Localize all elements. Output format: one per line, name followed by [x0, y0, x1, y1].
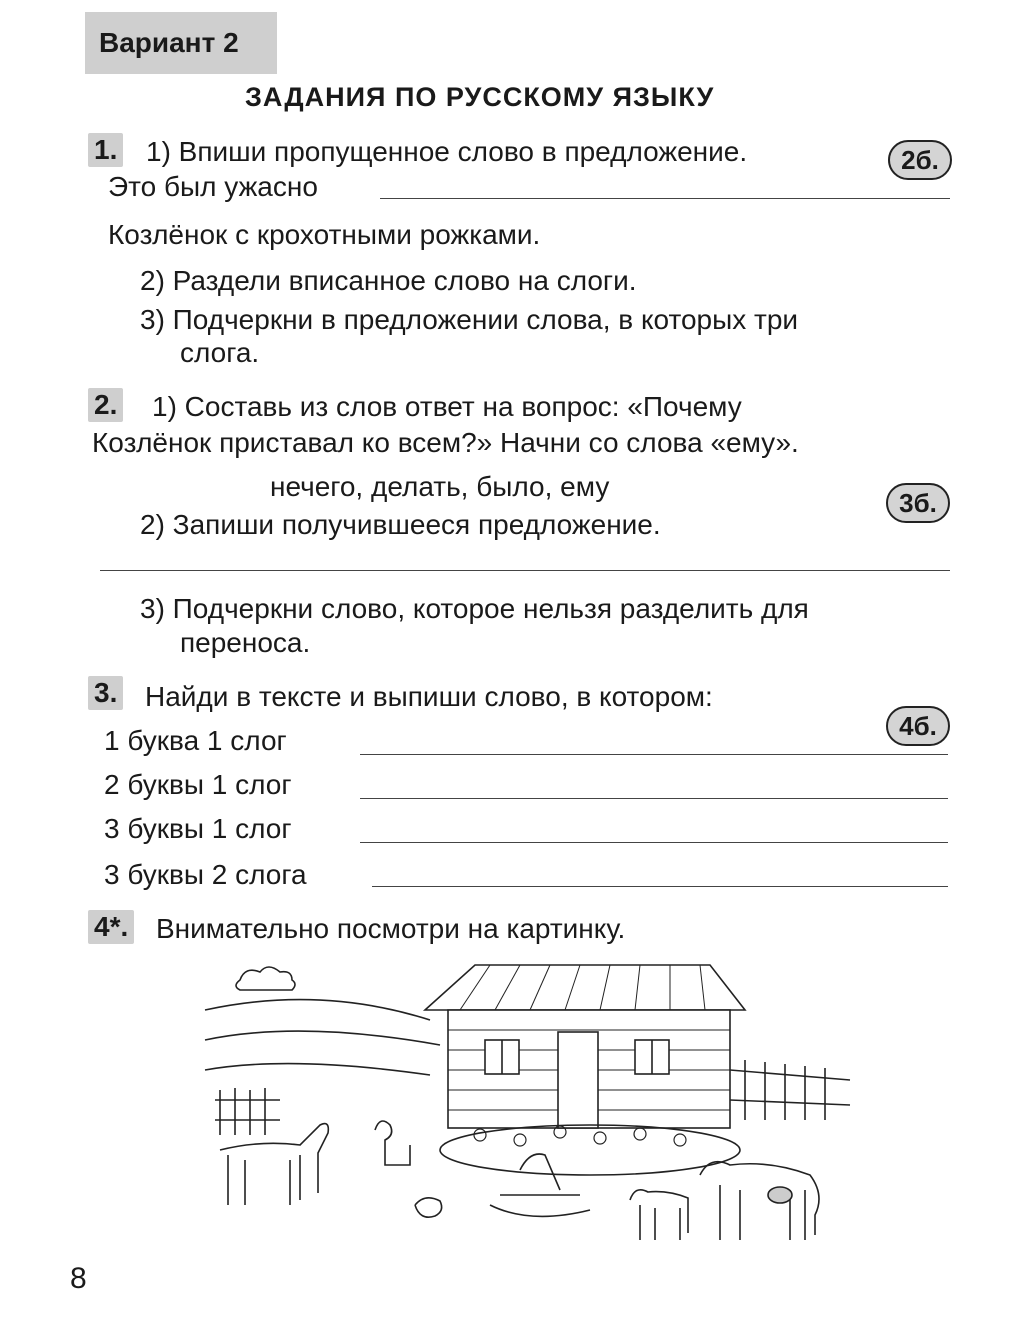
cow-icon: [700, 1162, 819, 1240]
cat-icon: [415, 1198, 442, 1217]
task2-number: 2.: [88, 388, 123, 422]
task3-item: 1 буква 1 слог: [104, 725, 287, 756]
answer-line[interactable]: [380, 198, 950, 199]
farm-scene-icon: [200, 950, 860, 1250]
fence-icon: [215, 1088, 280, 1135]
task1-line1: 1) Впиши пропущенное слово в предложение.: [146, 136, 748, 167]
task2-score-badge: 3б.: [886, 483, 950, 523]
task2-line1: 1) Составь из слов ответ на вопрос: «Почему: [152, 391, 742, 422]
task3-item: 3 буквы 2 слога: [104, 859, 307, 890]
answer-line[interactable]: [360, 798, 948, 799]
task1-score-badge: 2б.: [888, 140, 952, 180]
page-number: 8: [70, 1262, 87, 1295]
task1-line6: слога.: [180, 337, 260, 368]
task1-number: 1.: [88, 133, 123, 167]
task3-line1: Найди в тексте и выпиши слово, в котором:: [145, 681, 713, 712]
rocking-chair-icon: [490, 1154, 590, 1216]
answer-line[interactable]: [372, 886, 948, 887]
task3-item: 3 буквы 1 слог: [104, 813, 292, 844]
task2-line4: 3) Подчеркни слово, которое нельзя разделить для: [140, 593, 809, 624]
task1-line2: Это был ужасно: [108, 171, 318, 202]
dog-icon: [375, 1121, 410, 1165]
task2-words: нечего, делать, было, ему: [270, 471, 610, 502]
task4-number: 4*.: [88, 910, 134, 944]
task3-number: 3.: [88, 676, 123, 710]
task1-line5: 3) Подчеркни в предложении слова, в которых три: [140, 304, 799, 335]
cloud-icon: [236, 967, 295, 990]
goat-icon: [630, 1190, 688, 1240]
task2-line5: переноса.: [180, 627, 311, 658]
task2-line2: Козлёнок приставал ко всем?» Начни со слова «ему».: [92, 427, 799, 458]
answer-line[interactable]: [100, 570, 950, 571]
house-icon: [425, 965, 745, 1128]
variant-label: Вариант 2: [85, 12, 277, 74]
task1-line4: 2) Раздели вписанное слово на слоги.: [140, 265, 637, 296]
task3-item: 2 буквы 1 слог: [104, 769, 292, 800]
task3-score-badge: 4б.: [886, 706, 950, 746]
task4-line1: Внимательно посмотри на картинку.: [156, 913, 626, 944]
answer-line[interactable]: [360, 842, 948, 843]
answer-line[interactable]: [360, 754, 948, 755]
task1-line3: Козлёнок с крохотными рожками.: [108, 219, 541, 250]
horse-icon: [220, 1124, 328, 1205]
page-title: ЗАДАНИЯ ПО РУССКОМУ ЯЗЫКУ: [245, 82, 715, 112]
task2-line3: 2) Запиши получившееся предложение.: [140, 509, 661, 540]
